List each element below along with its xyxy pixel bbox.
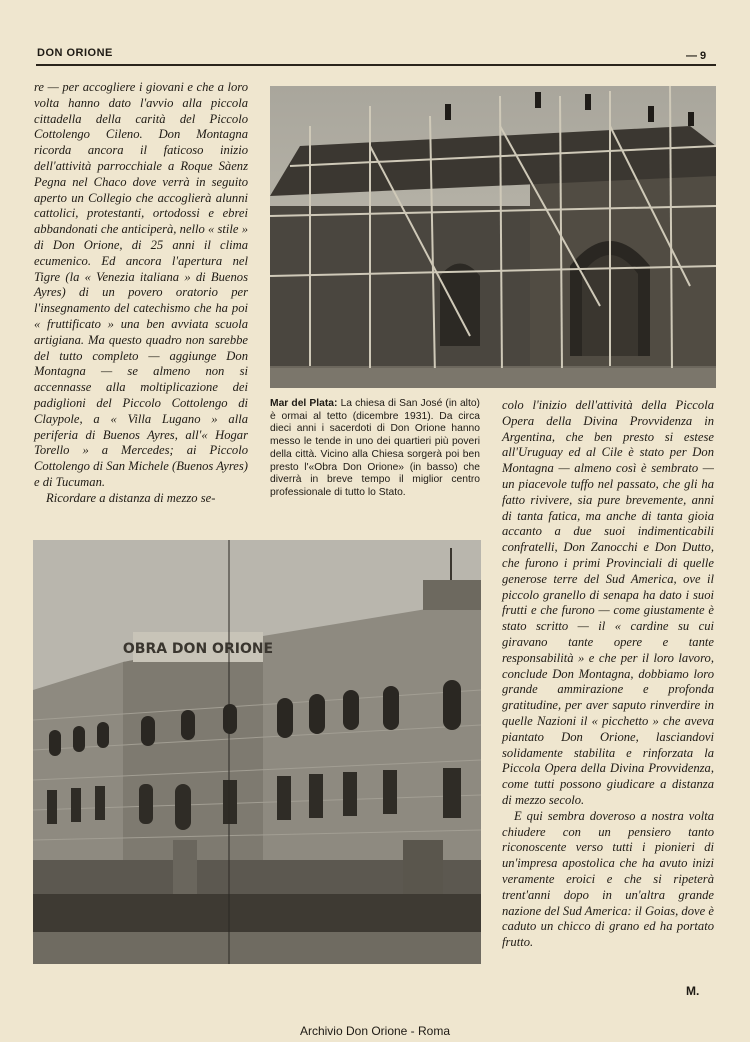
obra-don-orione-photo bbox=[33, 540, 481, 964]
archive-footer: Archivio Don Orione - Roma bbox=[299, 1024, 451, 1038]
author-signature: M. bbox=[686, 984, 700, 998]
right-paragraph-2: E qui sembra doveroso a nostra volta chiudere con un pensiero tanto riconoscente verso tutti i pionieri di un'impresa apostolica che ha avuto inizi veramente eroici e che si ripeterà trent'anni dopo in un'altra grande nazione del Sud America: il Goias, dove è caduto un chicco di grano ed ha portato frutto. bbox=[502, 808, 714, 950]
left-column bbox=[34, 80, 248, 507]
left-paragraph-1: re — per accogliere i giovani e che a loro volta hanno dato l'avvio alla piccola cittadella della carità del Piccolo Cottolengo Cileno. Don Montagna ricorda ancora il faticoso inizio dell'attività parrocchiale a Roque Sàenz Pegna nel Chaco dove verrà in seguito aperto un Collegio che accoglierà alunni cattolici, protestanti, ortodossi e ebrei abbandonati che anticiperà, nello « stile » di Don Orione, di 25 anni il clima ecumenico. Ed ancora l'apertura nel Tigre (la « Venezia italiana » di Buenos Ayres) di un povero oratorio per l'insegnamento del catechismo che ha poi « fruttificato » una ben avviata scuola artigiana. Ma questo quadro non sarebbe del tutto completo — aggiunge Don Montagna — se almeno non si accennasse alla moltiplicazione dei padiglioni del Piccolo Cottolengo di Claypole, a « Villa Lugano » alla periferia di Buenos Ayres, all'« Hogar Torello » a Mercedes; ai Piccolo Cottolengo di San Michele (Buenos Ayres) e di Tucuman. bbox=[34, 80, 248, 489]
building-photo-drawing bbox=[33, 540, 481, 964]
church-photo-drawing bbox=[270, 86, 716, 388]
left-paragraph-2: Ricordare a distanza di mezzo se- bbox=[46, 490, 216, 505]
header-rule bbox=[36, 64, 716, 66]
right-paragraph-1: colo l'inizio dell'attività della Piccola Opera della Divina Provvidenza in Argentina, che ben presto si estese all'Uruguay ed al Cile è stato per Don Montagna — almeno così è sembrato — un piacevole tuffo nel passato, che gli ha fatto rivivere, sia pure brevemente, anni di tanta fatica, ma anche di tanta gioia accanto a due suoi indimenticabili confratelli, Don Zanocchi e Don Dutto, che furono i primi Provinciali di quelle generose terre del Sud America, ove il piccolo granello di senapa ha dato i suoi frutti e che furono — come giustamente è stato scritto — il « cardine su cui giravano tante opere e tante responsabilità » e che per il loro lavoro, conclude Don Montagna, dobbiamo loro grande ammirazione e profonda gratitudine, per aver saputo rinverdire in quelle Nazioni il « picchetto » che aveva piantato Don Orione, lasciandovi solidamente stabilita e rinforzata la Piccola Opera della Divina Provvidenza, come tutti possono giudicare a distanza di mezzo secolo. bbox=[502, 398, 714, 807]
photo-caption bbox=[270, 398, 480, 500]
caption-text: La chiesa di San José (in alto) è ormai al tetto (dicembre 1931). Da circa dieci anni i sacerdoti di Don Orione hanno messo le tende in uno dei quartieri più poveri della città. Vicino alla Chiesa sorgerà poi ben presto l'«Obra Don Orione» (in basso) che diverrà in breve tempo il miglior centro professionale di tutto lo Stato. bbox=[270, 398, 480, 498]
page-number: — 9 bbox=[686, 50, 707, 62]
running-header: DON ORIONE bbox=[37, 47, 113, 59]
church-construction-photo bbox=[270, 86, 716, 388]
right-column bbox=[502, 398, 714, 951]
building-sign-text: OBRA DON ORIONE bbox=[122, 641, 274, 657]
caption-location: Mar del Plata: bbox=[270, 398, 338, 409]
